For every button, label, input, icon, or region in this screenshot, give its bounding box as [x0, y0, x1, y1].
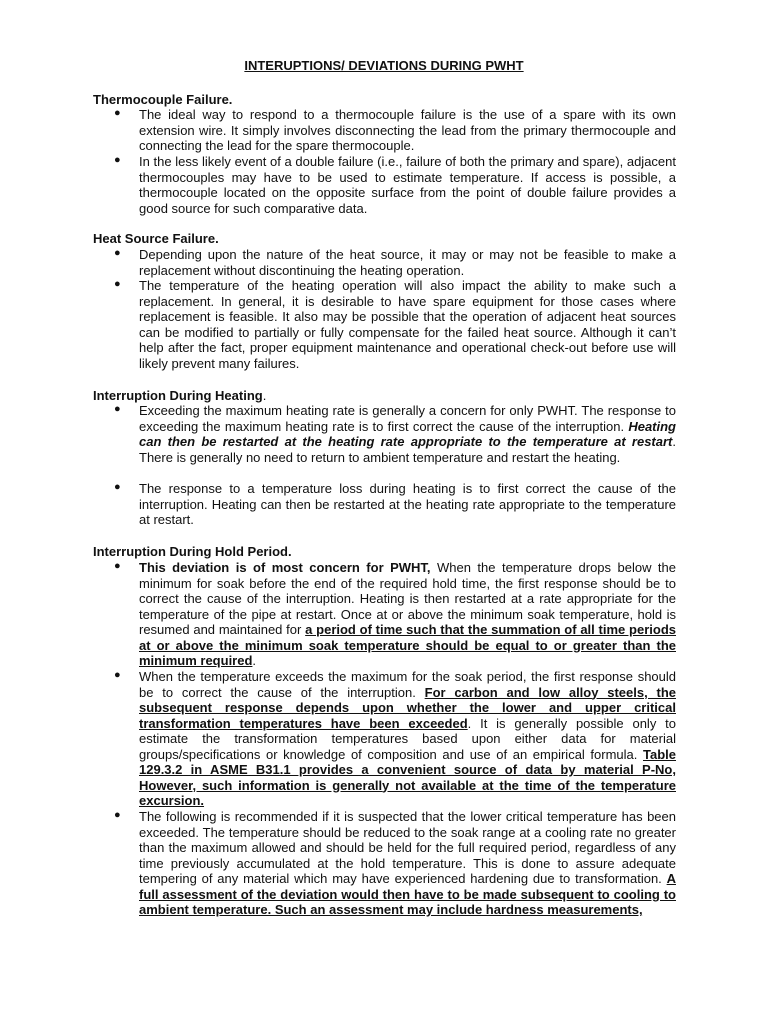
heading-text: Interruption During Heating [93, 388, 263, 403]
document-title: INTERUPTIONS/ DEVIATIONS DURING PWHT [244, 58, 524, 73]
bullet-icon: ● [114, 154, 121, 166]
text-run: Exceeding the maximum heating rate is generally a concern for only PWHT. The response to exceeding the maximum heating rate is to first correct the cause of the interruption. [139, 403, 676, 434]
section-heading-heat-source-failure: Heat Source Failure. [93, 231, 219, 246]
list-item [139, 560, 676, 669]
emphasis-text: Heating can then be restarted at the heating rate appropriate to the temperature at restart [139, 418, 676, 449]
section-heading-thermocouple-failure: Thermocouple Failure. [93, 92, 233, 107]
bold-text: This deviation is of most concern for PWHT, [139, 560, 431, 575]
section-heading-interruption-during-hold: Interruption During Hold Period. [93, 544, 292, 559]
text-run: When the temperature exceeds the maximum for the soak period, the first response should be to correct the cause of the interruption. [139, 669, 676, 700]
bullet-icon: ● [114, 809, 121, 821]
list-item: In the less likely event of a double failure (i.e., failure of both the primary and spare), adjacent thermocouples may have to be used to estimate temperature. If access is possible, a thermocouple located on the opposite surface from the point of double failure provides a good source for such comparative data. [139, 154, 676, 216]
text-run: The following is recommended if it is suspected that the lower critical temperature has been exceeded. The temperature should be reduced to the soak range at a cooling rate no greater than the maximum allowed and should be held for the full required period, regardless of any time previously accumulated at the hold temperature. This is done to assure adequate tempering of any material which may have experienced hardening due to transformation. [139, 809, 676, 886]
bullet-icon: ● [114, 278, 121, 290]
bullet-icon: ● [114, 247, 121, 259]
bullet-icon: ● [114, 481, 121, 493]
bullet-icon: ● [114, 403, 121, 415]
text-run: . [252, 653, 257, 668]
text-run: . It is generally possible only to estimate the transformation temperatures based upon either data for material groups/specifications or knowledge of composition and use of an empirical formula. [139, 715, 676, 762]
heading-tail: . [262, 388, 267, 403]
list-item [139, 809, 676, 918]
bullet-icon: ● [114, 107, 121, 119]
list-item: The response to a temperature loss during heating is to first correct the cause of the interruption. Heating can then be restarted at the heating rate appropriate to the temperature at restart. [139, 481, 676, 527]
list-item: The ideal way to respond to a thermocouple failure is the use of a spare with its own extension wire. It simply involves disconnecting the lead from the primary thermocouple and connecting the lead for the spare thermocouple. [139, 107, 676, 153]
bullet-icon: ● [114, 560, 121, 572]
underlined-bold-text: A full assessment of the deviation would then have to be made subsequent to cooling to ambient temperature. Such an assessment may include hardness measurements, [139, 871, 676, 917]
bullet-icon: ● [114, 669, 121, 681]
list-item [139, 403, 676, 465]
list-item [139, 669, 676, 809]
text-run: . There is generally no need to return to ambient temperature and restart the heating. [139, 434, 676, 465]
underlined-bold-text: For carbon and low alloy steels, the subsequent response depends upon whether the lower and upper critical transformation temperatures have been exceeded [139, 684, 676, 731]
list-item: The temperature of the heating operation will also impact the ability to make such a replacement. In general, it is desirable to have spare equipment for those cases where replacement is feasible. It also may be possible that the operation of adjacent heat sources can be modified to partially or fully compensate for the failed heat source. Although it can’t help after the fact, proper equipment maintenance and operational check-out before use will likely prevent many failures. [139, 278, 676, 371]
text-run: When the temperature drops below the minimum for soak before the end of the required hold time, the first response should be to correct the cause of the interruption. Heating is then restarted at a rate appropriate for the temperature of the pipe at restart. Once at or above the minimum soak temperature, hold is resumed and maintained for [139, 560, 676, 637]
list-item: Depending upon the nature of the heat source, it may or may not be feasible to make a replacement without discontinuing the heating operation. [139, 247, 676, 278]
underlined-bold-text: Table 129.3.2 in ASME B31.1 provides a convenient source of data by material P-No, However, such information is generally not available at the time of the temperature excursion. [139, 746, 676, 808]
underlined-bold-text: a period of time such that the summation of all time periods at or above the minimum soak temperature should be equal to or greater than the minimum required [139, 622, 677, 668]
